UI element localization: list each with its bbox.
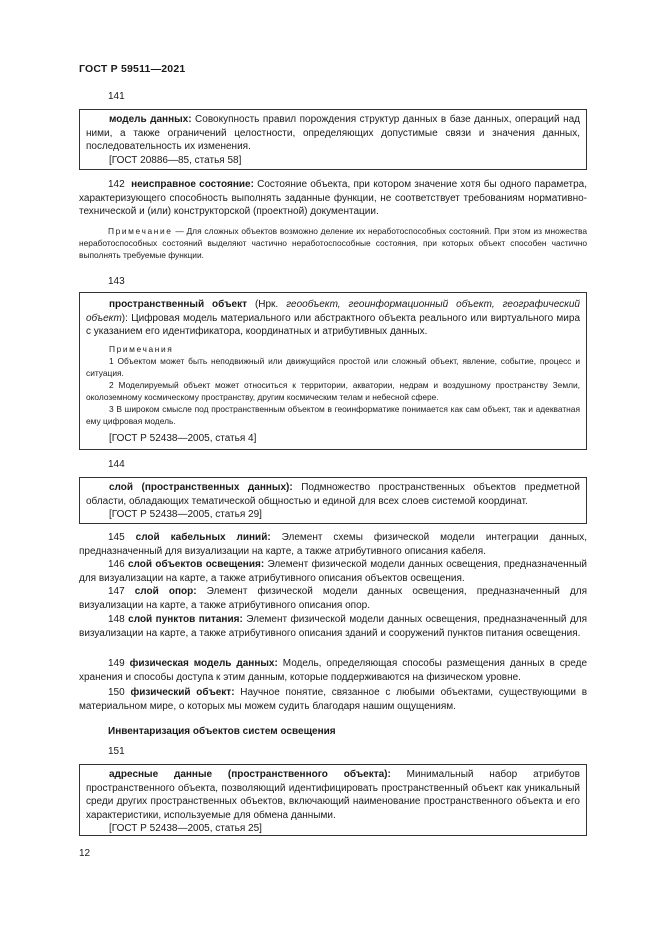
term-number-142: 142: [108, 179, 125, 190]
document-header: ГОСТ Р 59511—2021: [79, 63, 186, 75]
definition-148: Элемент физической модели данных освещения, предназначенный для визуализации на карте, а также атрибутивного описания зданий и сооружений пунктов питания освещения.: [79, 614, 588, 639]
definition-143: Цифровая модель материального или абстрактного объекта реального или виртуального мира с указанием его идентификатора, координатных и атрибутивных данных.: [86, 312, 581, 337]
term-paragraph-145: [79, 531, 587, 558]
note-143-1: 1 Объектом может быть неподвижный или движущийся простой или сложный объект, явление, событие, процесс и ситуация.: [86, 355, 580, 378]
note-142: [79, 225, 587, 261]
term-text-141: [86, 113, 580, 154]
term-148: слой пунктов питания:: [128, 614, 243, 625]
term-141: модель данных:: [109, 114, 192, 125]
term-paragraph-146: [79, 558, 587, 585]
term-box-151: [79, 764, 587, 836]
term-box-144: [79, 477, 587, 524]
definition-144: Подмножество пространственных объектов предметной области, обладающих тематической общностью и единой для всех слоев системой координат.: [86, 482, 581, 507]
term-box-141: [79, 109, 587, 170]
term-143: пространственный объект: [109, 299, 247, 310]
definition-147: Элемент физической модели данных освещения, предназначенный для визуализации на карте, а также атрибутивного описания опор.: [79, 586, 588, 611]
term-number-150: 150: [108, 687, 125, 698]
term-150: физический объект:: [130, 687, 235, 698]
term-text-151: [86, 768, 580, 822]
definition-150: Научное понятие, связанное с любыми объектами, существующими в материальном мире, о которых мы можем судить благодаря нашим ощущениям.: [79, 687, 588, 712]
nrk-terms-143: геообъект, геоинформационный объект, географический объект: [86, 299, 580, 324]
term-text-143: [86, 298, 580, 339]
definition-146: Элемент физической модели данных освещения, предназначенный для визуализации на карте, а также атрибутивного описания объектов освещения.: [79, 559, 587, 584]
term-box-143: [79, 292, 587, 450]
definition-149: Модель, определяющая способы размещения данных в среде хранения и способы доступа к этим данным, которые поддерживаются на физическом уровне.: [79, 658, 588, 683]
term-151: адресные данные (пространственного объекта):: [109, 769, 391, 780]
page-number: 12: [79, 848, 91, 859]
note-143-3: 3 В широком смысле под пространственным объектом в геоинформатике понимается как сам объект, так и адекватная ему цифровая модель.: [86, 403, 580, 426]
term-number-148: 148: [108, 614, 125, 625]
reference-144: [ГОСТ Р 52438—2005, статья 29]: [109, 509, 262, 520]
term-paragraph-147: [79, 585, 587, 612]
nrk-label-143: (Нрк.: [254, 299, 279, 310]
term-144: слой (пространственных данных):: [109, 482, 293, 493]
term-number-145: 145: [108, 532, 125, 543]
term-paragraph-150: [79, 686, 587, 713]
term-number-146: 146: [108, 559, 125, 570]
term-paragraph-149: [79, 657, 587, 684]
term-number-151: 151: [108, 746, 125, 757]
notes-label-143: Примечания: [109, 343, 174, 354]
definition-141: Совокупность правил порождения структур данных в базе данных, операций над ними, а также ограничений целостности, определяющих допустимые связи и значения данных, последовательность их изменения.: [86, 114, 580, 152]
section-heading: Инвентаризация объектов систем освещения: [108, 726, 336, 737]
term-number-144: 144: [108, 459, 125, 470]
reference-141: [ГОСТ 20886—85, статья 58]: [109, 154, 242, 166]
term-145: слой кабельных линий:: [135, 532, 271, 543]
reference-151: [ГОСТ Р 52438—2005, статья 25]: [109, 823, 262, 834]
note-143-2: 2 Моделируемый объект может относиться к территории, акватории, недрам и воздушному пространству Земли, околоземному космическому пространству, другим космическим телам и небесной сфере.: [86, 379, 580, 402]
term-number-143: 143: [108, 276, 125, 287]
term-146: слой объектов освещения:: [128, 559, 265, 570]
term-paragraph-148: [79, 613, 587, 640]
definition-145: Элемент схемы физической модели интеграции данных, предназначенный для визуализации на карте, а также атрибутивного описания кабеля.: [79, 532, 587, 557]
term-142: неисправное состояние:: [131, 179, 254, 190]
term-paragraph-142: [79, 178, 587, 219]
term-149: физическая модель данных:: [129, 658, 278, 669]
note-text-142: — Для сложных объектов возможно деление их неработоспособных состояний. При этом из множества неработоспособных состояний выделяют частично неработоспособные состояния, при которых объект способен частично выполнять требуемые функции.: [79, 226, 587, 260]
term-number-147: 147: [108, 586, 125, 597]
term-number-149: 149: [108, 658, 125, 669]
note-label-142: Примечание: [108, 226, 173, 236]
definition-142: Состояние объекта, при котором значение хотя бы одного параметра, характеризующего способность выполнять заданные функции, не соответствует требованиям нормативно-технической и (или) конструкторской (проектной) документации.: [79, 179, 587, 217]
nrk-close-143: ):: [121, 312, 128, 324]
term-147: слой опор:: [134, 586, 197, 597]
reference-143: [ГОСТ Р 52438—2005, статья 4]: [109, 432, 257, 444]
definition-151: Минимальный набор атрибутов пространственного объекта, позволяющий идентифицировать пространственный объект как уникальный среди других пространственных объектов, включающий наименование пространственного объекта и его характеристики, используемые для обмена данными.: [86, 769, 580, 821]
term-number-141: 141: [108, 91, 125, 102]
term-text-144: [86, 481, 580, 508]
